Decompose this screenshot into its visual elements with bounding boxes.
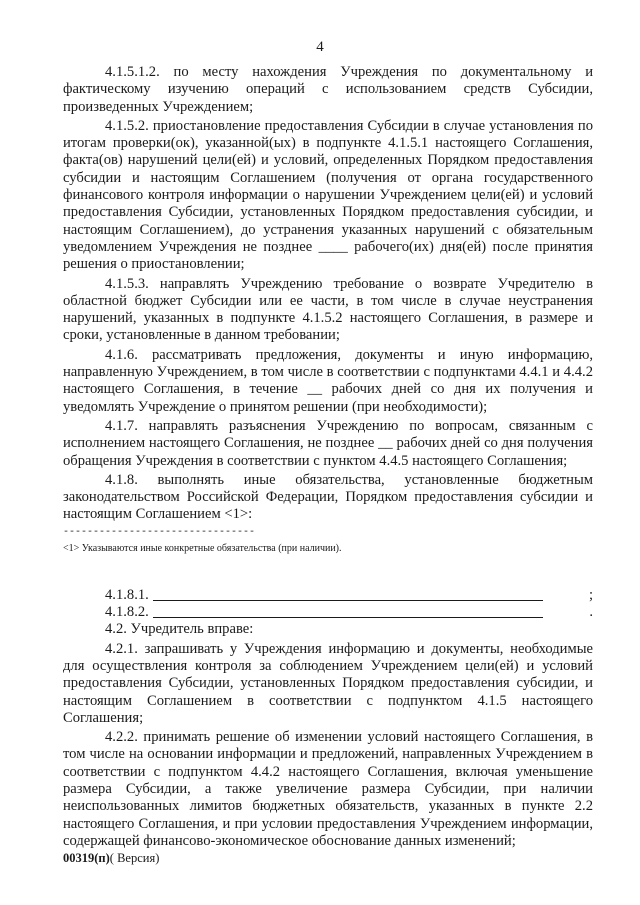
paragraph-4-1-5-3: 4.1.5.3. направлять Учреждению требование о возврате Учредителю в областной бюджет Субсидии или ее части, в том числе в случае неустранения нарушений, указанных в подпункте 4.1.5.2 настоящего Соглашения, в размере и сроки, установленные в данном требовании; bbox=[63, 275, 593, 344]
fill-blank bbox=[153, 616, 544, 618]
fill-line-label: 4.1.8.1. bbox=[105, 586, 149, 603]
paragraph-4-2-1: 4.2.1. запрашивать у Учреждения информацию и документы, необходимые для осуществления контроля за соблюдением Учреждением цели(ей) и условий предоставления Субсидии, установленных Порядком предоставления субсидии, и настоящим Соглашением в соответствии с подпунктом 4.1.5 настоящего Соглашения; bbox=[63, 640, 593, 726]
paragraph-4-2-2: 4.2.2. принимать решение об изменении условий настоящего Соглашения, в том числе на основании информации и предложений, направленных Учреждением в соответствии с подпунктом 4.4.2 настоящего Соглашения, включая уменьшение размера Субсидии, а также увеличение размера Субсидии, при наличии неиспользованных лимитов бюджетных обязательств, указанных в пункте 2.2 настоящего Соглашения, и при условии предоставления Учреждением информации, содержащей финансово-экономическое обоснование данных изменений; bbox=[63, 729, 593, 849]
fill-blank bbox=[153, 599, 543, 601]
fill-line-4-1-8-1 bbox=[63, 587, 593, 604]
paragraph-4-1-5-1-2: 4.1.5.1.2. по месту нахождения Учреждения по документальному и фактическому изучению операций с использованием средств Субсидии, произведенных Учреждением; bbox=[63, 64, 593, 115]
spacer bbox=[63, 555, 593, 587]
fill-line-end: . bbox=[589, 604, 593, 621]
paragraph-4-1-7: 4.1.7. направлять разъяснения Учреждению по вопросам, связанным с исполнением настоящего Соглашения, не позднее __ рабочих дней со дня получения обращения Учреждения в соответствии с пунктом 4.4.5 настоящего Соглашения; bbox=[63, 417, 593, 469]
fill-line-end: ; bbox=[588, 586, 593, 603]
paragraph-4-2: 4.2. Учредитель вправе: bbox=[105, 621, 254, 638]
paragraph-4-1-8: 4.1.8. выполнять иные обязательства, установленные бюджетным законодательством Российской Федерации, Порядком предоставления субсидии и настоящим Соглашением <1>: bbox=[63, 471, 593, 523]
page-number: 4 bbox=[316, 39, 324, 55]
fill-line-4-1-8-2 bbox=[63, 604, 593, 621]
fill-line-label: 4.1.8.2. bbox=[105, 604, 149, 621]
document-code: 00319(п) bbox=[63, 851, 110, 865]
paragraph-4-1-5-2: 4.1.5.2. приостановление предоставления Субсидии в случае установления по итогам проверки(ок), указанной(ых) в подпункте 4.1.5.1 настоящего Соглашения, факта(ов) нарушений цели(ей) и условий, определенных Порядком предоставления субсидии и настоящим Соглашением (получения от органа государственного финансового контроля информации о нарушении Учреждением цели(ей) и условий предоставления Субсидии, установленных Порядком предоставления субсидии, и настоящим Соглашением), до устранения указанных нарушений с обязательным уведомлением Учреждения не позднее ____ рабочего(их) дня(ей) после принятия решения о приостановлении; bbox=[63, 117, 593, 273]
footnote-text: <1> Указываются иные конкретные обязательства (при наличии). bbox=[63, 542, 342, 554]
paragraph-4-1-6: 4.1.6. рассматривать предложения, документы и иную информацию, направленную Учреждением, в том числе в соответствии с подпунктами 4.4.1 и 4.4.2 настоящего Соглашения, в течение __ рабочих дней со дня их получения и уведомлять Учреждение о принятом решении (при необходимости); bbox=[63, 346, 593, 415]
document-body bbox=[63, 64, 593, 852]
footnote-separator: -------------------------------- bbox=[63, 526, 256, 538]
document-footer bbox=[63, 851, 159, 866]
document-version: ( Версия) bbox=[109, 851, 160, 865]
